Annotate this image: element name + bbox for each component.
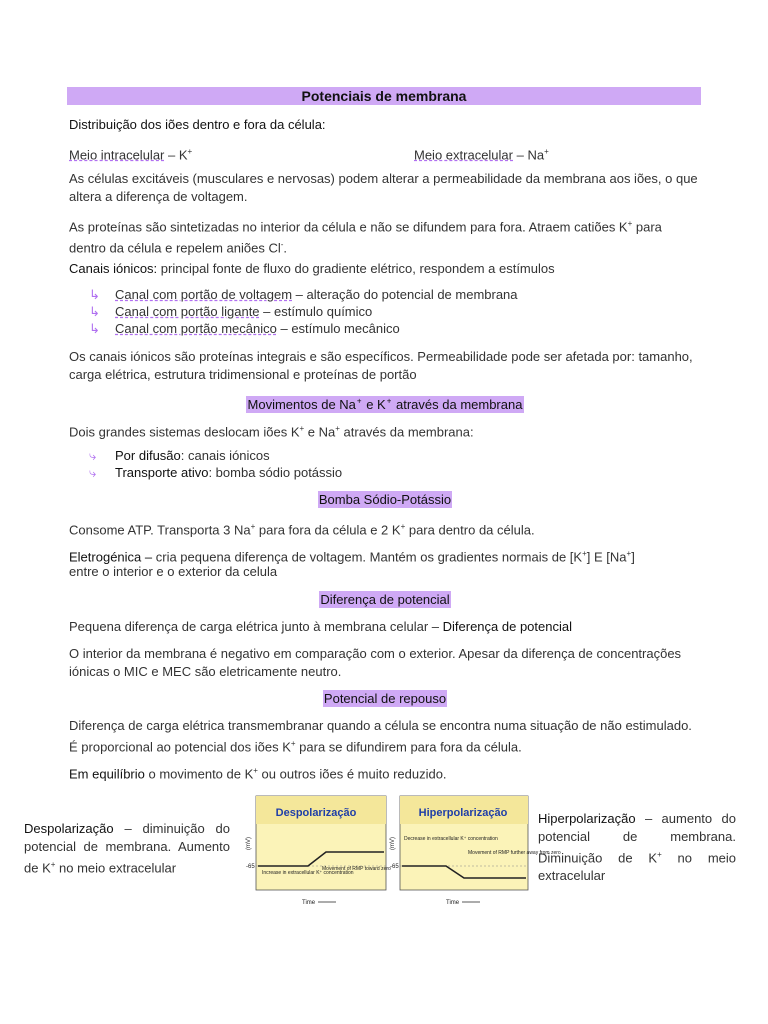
mov-a: Movimentos de Na (247, 397, 356, 413)
p2-c: . (283, 240, 288, 256)
canal-item-term: Canal com portão de voltagem (115, 287, 293, 302)
paragraph-repouso: Diferença de carga elétrica transmembranar quando a célula se encontra numa situação de não estimulado. É proporcional ao potencial dos iões K+ para se difundirem para fora da célula. (69, 718, 692, 755)
x-axis-label: Time (302, 900, 316, 906)
canal-item-text: – alteração do potencial de membrana (292, 287, 518, 302)
arrow-icon: ↳ (89, 304, 100, 319)
p5-c: para dentro da célula. (405, 522, 535, 538)
paragraph-sistemas: Dois grandes sistemas deslocam iões K+ e Na+ através da membrana: (69, 424, 474, 440)
sys-item-term: Por difusão (115, 448, 181, 463)
paragraph-diferenca (69, 618, 701, 636)
y-axis-label: (mV) (390, 837, 396, 850)
p5-b: para fora da célula e 2 K (255, 522, 401, 538)
p4-a: Dois grandes sistemas deslocam iões K (69, 424, 300, 440)
despol-term: Despolarização (24, 821, 114, 836)
eletrogenica-line2: entre o interior e o exterior da celula (69, 564, 278, 579)
arrow-icon: ↳ (89, 287, 100, 302)
canais-line (69, 260, 701, 278)
canal-item-text: – estímulo químico (259, 304, 373, 319)
page-title: Potenciais de membrana (67, 87, 701, 105)
hiper-a: – aumento do potencial de membrana. Diminuição de K (538, 811, 736, 866)
intra-charge: + (187, 147, 193, 156)
section-movimentos: Movimentos de Na+ e K+ através da membrana (247, 397, 523, 413)
note-increase: Increase in extracellular K⁺ concentration (262, 870, 354, 876)
sys-item (69, 447, 701, 465)
paragraph-atp: Consome ATP. Transporta 3 Na+ para fora da célula e 2 K+ para dentro da célula. (69, 522, 535, 538)
p2-sup1: + (627, 219, 633, 228)
p8-b: para se difundirem para fora da célula. (295, 739, 522, 755)
equilibrio-line: Em equilíbrio o movimento de K+ ou outros iões é muito reduzido. (69, 766, 447, 782)
extra-sep: – (513, 147, 528, 163)
eletrogenica-line: Eletrogénica – cria pequena diferença de voltagem. Mantém os gradientes normais de [K+] E [Na+] (69, 549, 635, 565)
sys-item (69, 464, 701, 482)
note-movement: Movement of RMP further away from zero (468, 850, 561, 856)
hiperpolarizacao-description: Hiperpolarização – aumento do potencial de membrana. Diminuição de K+ no meio extracelular (538, 811, 736, 884)
canal-item-text: – estímulo mecânico (276, 321, 400, 336)
sys-item-text: : bomba sódio potássio (208, 465, 343, 480)
extra-label: Meio extracelular (414, 147, 513, 163)
p6-b: Diferença de potencial (442, 619, 572, 634)
equil-b: ou outros iões é muito reduzido. (257, 766, 447, 782)
p4-b: e Na (304, 424, 336, 440)
p2-a: As proteínas são sintetizadas no interior da célula e não se difundem para fora. Atraem catiões K (69, 219, 628, 235)
equil-a: o movimento de K (144, 766, 254, 782)
eletro-a: cria pequena diferença de voltagem. Mantém os gradientes normais de [K (152, 549, 583, 565)
sys-item-text: : canais iónicos (180, 448, 270, 463)
despolarizacao-description: Despolarização – diminuição do potencial de membrana. Aumento de K+ no meio extracelular (24, 821, 230, 876)
paragraph-canais: Os canais iónicos são proteínas integrais e são específicos. Permeabilidade pode ser afetada por: tamanho, carga elétrica, estrutura tridimensional e proteínas de portão (69, 349, 693, 382)
dist-heading: Distribuição dos iões dentro e fora da célula: (69, 117, 326, 132)
intra-label: Meio intracelular (69, 147, 165, 163)
eletro-b: ] E [Na (586, 549, 627, 565)
arrow-icon: ↳ (89, 321, 100, 336)
repouso-head: Potencial de repouso (323, 691, 447, 706)
curved-arrow-icon: ⤷ (89, 465, 97, 480)
section-diferenca (69, 591, 701, 609)
canal-item-term: Canal com portão ligante (115, 304, 260, 319)
extra-ion: Na (527, 147, 545, 163)
note-movement: Movement of RMP toward zero (322, 866, 391, 872)
p6-a: Pequena diferença de carga elétrica junto à membrana celular – (69, 619, 443, 634)
section-repouso (69, 690, 701, 708)
canal-item (69, 303, 701, 321)
eletro-term: Eletrogénica – (69, 549, 153, 565)
eletro-c: ] (631, 549, 635, 565)
y-axis-label: (mV) (246, 837, 252, 850)
p5-a: Consome ATP. Transporta 3 Na (69, 522, 251, 538)
despol-a: – diminuição do potencial de membrana. Aumento de K (24, 821, 230, 876)
p4-c: através da membrana: (339, 424, 474, 440)
intra-ion: K (178, 147, 188, 163)
paragraph-proteinas (69, 215, 701, 258)
bomba-head: Bomba Sódio-Potássio (318, 492, 452, 507)
figure-title: Despolarização (275, 807, 357, 819)
equil-term: Em equilíbrio (69, 766, 145, 782)
intra-sep: – (164, 147, 179, 163)
extra-charge: + (544, 147, 549, 156)
sys-item-term: Transporte ativo (115, 465, 209, 480)
p2-sup2: - (280, 240, 284, 250)
section-bomba (69, 491, 701, 509)
canais-text: principal fonte de fluxo do gradiente elétrico, respondem a estímulos (157, 261, 555, 276)
hiper-b: no meio extracelular (538, 850, 736, 884)
canais-term: Canais iónicos: (69, 261, 158, 276)
mov-b: e K (362, 397, 386, 413)
figure-title: Hiperpolarização (418, 807, 508, 819)
paragraph-excitaveis: As células excitáveis (musculares e nervosas) podem alterar a permeabilidade da membrana aos iões, o que altera a diferença de voltagem. (69, 171, 698, 204)
despolarizacao-figure (238, 794, 391, 910)
y-tick-label: -65 (246, 864, 255, 870)
canal-item (69, 286, 701, 304)
hiperpolarizacao-figure (382, 794, 561, 910)
extra-line (414, 143, 694, 164)
curved-arrow-icon: ⤷ (89, 448, 97, 463)
x-axis-label: Time (446, 900, 460, 906)
p2-b: para dentro da célula e repelem aniões Cl (69, 219, 662, 256)
hiper-term: Hiperpolarização (538, 811, 636, 826)
canal-item-term: Canal com portão mecânico (115, 321, 277, 336)
p8-a: Diferença de carga elétrica transmembranar quando a célula se encontra numa situação de não estimulado. É proporcional ao potencial dos iões K (69, 718, 692, 755)
y-tick-label: -65 (390, 864, 399, 870)
mov-c: através da membrana (392, 397, 523, 413)
dif-head: Diferença de potencial (320, 592, 450, 607)
paragraph-interior: O interior da membrana é negativo em comparação com o exterior. Apesar da diferença de concentrações iónicas o MIC e MEC são eletricamente neutro. (69, 646, 682, 679)
despol-b: no meio extracelular (55, 860, 177, 876)
note-decrease: Decrease in extracellular K⁺ concentration (404, 836, 498, 842)
canal-item (69, 320, 701, 338)
